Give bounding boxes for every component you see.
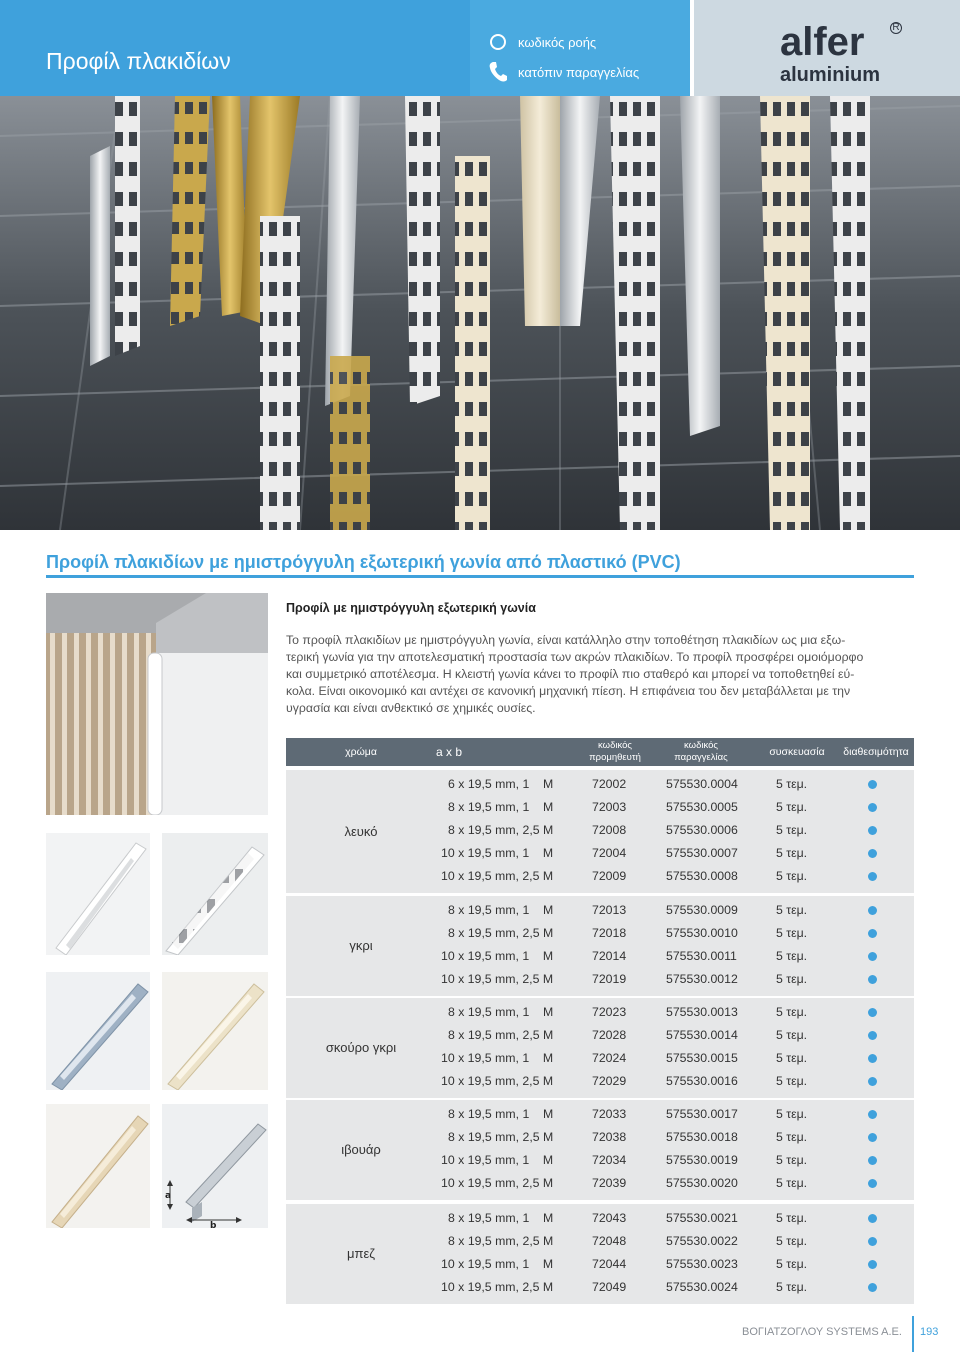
- cell-supplier-code: 72002: [592, 777, 627, 791]
- color-group: [286, 770, 914, 893]
- table-row: [286, 899, 914, 922]
- cell-supplier-code: 72008: [592, 823, 627, 837]
- cell-dimensions: 8 x 19,5 mm, 1 M: [448, 1107, 554, 1121]
- description-line: και συμμετρικό αποτέλεσμα. Η κλειστή γωνία κάνει το προφίλ πιο σταθερό και μπορεί να τοποθετηθεί εύ-: [286, 667, 855, 681]
- availability-dot: [868, 975, 877, 984]
- cell-packaging: 5 τεμ.: [776, 800, 808, 814]
- cell-supplier-code: 72013: [592, 903, 627, 917]
- availability-dot: [868, 1283, 877, 1292]
- cell-order-code: 575530.0023: [666, 1257, 738, 1271]
- cell-supplier-code: 72043: [592, 1211, 627, 1225]
- cell-supplier-code: 72009: [592, 869, 627, 883]
- col-header-order-code: κωδικός παραγγελίας: [674, 740, 728, 763]
- cell-supplier-code: 72014: [592, 949, 627, 963]
- availability-dot: [868, 849, 877, 858]
- cell-supplier-code: 72033: [592, 1107, 627, 1121]
- brand-logo-bottom: aluminium: [780, 64, 881, 86]
- dimension-diagram: [162, 1104, 268, 1228]
- cell-packaging: 5 τεμ.: [776, 1234, 808, 1248]
- color-name: σκούρο γκρι: [325, 1040, 397, 1055]
- circle-icon: [488, 32, 508, 52]
- table-row: [286, 819, 914, 842]
- color-name: λευκό: [344, 823, 378, 839]
- page-number: 193: [920, 1326, 939, 1338]
- availability-dot: [868, 1031, 877, 1040]
- table-row: [286, 1047, 914, 1070]
- cell-packaging: 5 τεμ.: [776, 949, 808, 963]
- cell-supplier-code: 72048: [592, 1234, 627, 1248]
- table-row: [286, 773, 914, 796]
- legend-order-label: κατόπιν παραγγελίας: [518, 64, 640, 80]
- availability-dot: [868, 780, 877, 789]
- availability-dot: [868, 1110, 877, 1119]
- availability-dot: [868, 929, 877, 938]
- table-row: [286, 945, 914, 968]
- corner-installation-photo: [46, 593, 268, 815]
- page-title: Προφίλ πλακιδίων: [46, 48, 231, 74]
- table-header: [286, 738, 914, 766]
- cell-dimensions: 10 x 19,5 mm, 2,5 M: [441, 1074, 554, 1088]
- cell-dimensions: 10 x 19,5 mm, 1 M: [441, 1153, 554, 1167]
- cell-order-code: 575530.0005: [666, 800, 738, 814]
- color-group: [286, 998, 914, 1098]
- cell-dimensions: 8 x 19,5 mm, 2,5 M: [448, 926, 554, 940]
- col-header-supplier-code: κωδικός προμηθευτή: [589, 740, 641, 763]
- cell-order-code: 575530.0011: [666, 949, 737, 963]
- legend-stock-label: κωδικός ροής: [518, 34, 597, 50]
- cell-supplier-code: 72038: [592, 1130, 627, 1144]
- availability-dot: [868, 1133, 877, 1142]
- table-row: [286, 1276, 914, 1299]
- cell-order-code: 575530.0015: [666, 1051, 738, 1065]
- cell-supplier-code: 72039: [592, 1176, 627, 1190]
- cell-supplier-code: 72003: [592, 800, 627, 814]
- cell-order-code: 575530.0012: [666, 972, 738, 986]
- cell-dimensions: 10 x 19,5 mm, 2,5 M: [441, 869, 554, 883]
- availability-dot: [868, 906, 877, 915]
- gray-profile-photo-1: [46, 972, 150, 1090]
- table-row: [286, 842, 914, 865]
- cell-order-code: 575530.0013: [666, 1005, 738, 1019]
- cell-packaging: 5 τεμ.: [776, 1130, 808, 1144]
- cell-packaging: 5 τεμ.: [776, 1280, 808, 1294]
- availability-dot: [868, 826, 877, 835]
- cell-supplier-code: 72028: [592, 1028, 627, 1042]
- section-subtitle: Προφίλ με ημιστρόγγυλη εξωτερική γωνία: [286, 601, 536, 615]
- availability-dot: [868, 872, 877, 881]
- cell-packaging: 5 τεμ.: [776, 1257, 808, 1271]
- cell-order-code: 575530.0006: [666, 823, 738, 837]
- cell-order-code: 575530.0010: [666, 926, 738, 940]
- cell-order-code: 575530.0007: [666, 846, 738, 860]
- cell-dimensions: 10 x 19,5 mm, 2,5 M: [441, 1280, 554, 1294]
- cell-supplier-code: 72034: [592, 1153, 627, 1167]
- availability-dot: [868, 1077, 877, 1086]
- color-name: γκρι: [349, 938, 373, 953]
- legend-order: [488, 62, 639, 82]
- description-line: υγρασία και είναι ανθεκτικό σε χημικές ουσίες.: [286, 701, 536, 715]
- cell-order-code: 575530.0024: [666, 1280, 738, 1294]
- cell-supplier-code: 72029: [592, 1074, 627, 1088]
- cell-packaging: 5 τεμ.: [776, 926, 808, 940]
- cell-packaging: 5 τεμ.: [776, 869, 808, 883]
- cell-packaging: 5 τεμ.: [776, 972, 808, 986]
- table-row: [286, 1253, 914, 1276]
- col-header-color: χρώμα: [345, 746, 377, 758]
- col-header-dims: a x b: [436, 745, 463, 759]
- cell-supplier-code: 72049: [592, 1280, 627, 1294]
- section-divider: [46, 575, 914, 578]
- brand-logo: [780, 22, 910, 84]
- cell-packaging: 5 τεμ.: [776, 1211, 808, 1225]
- description-line: Το προφίλ πλακιδίων με ημιστρόγγυλη γωνία, είναι κατάλληλο στην τοποθέτηση πλακιδίων ως μια εξω-: [286, 633, 846, 647]
- description-line: τερική γωνία για την αποτελεσματική προστασία των ακρών πλακιδίων. Το προφίλ προσφέρει ομοιόμορφο: [286, 650, 864, 664]
- table-row: [286, 1149, 914, 1172]
- cell-order-code: 575530.0020: [666, 1176, 738, 1190]
- cell-packaging: 5 τεμ.: [776, 1107, 808, 1121]
- table-row: [286, 865, 914, 888]
- cell-packaging: 5 τεμ.: [776, 1028, 808, 1042]
- cell-supplier-code: 72004: [592, 846, 627, 860]
- footer-company: ΒΟΓΙΑΤΖΟΓΛΟΥ SYSTEMS A.E.: [742, 1326, 902, 1338]
- table-row: [286, 968, 914, 991]
- cell-dimensions: 8 x 19,5 mm, 2,5 M: [448, 1130, 554, 1144]
- cell-order-code: 575530.0017: [666, 1107, 738, 1121]
- col-header-packaging: συσκευασία: [769, 746, 825, 758]
- diagram-label-b: b: [210, 1221, 217, 1228]
- cell-dimensions: 8 x 19,5 mm, 2,5 M: [448, 1234, 554, 1248]
- cell-packaging: 5 τεμ.: [776, 846, 808, 860]
- cell-dimensions: 8 x 19,5 mm, 2,5 M: [448, 823, 554, 837]
- cell-supplier-code: 72018: [592, 926, 627, 940]
- cell-packaging: 5 τεμ.: [776, 1051, 808, 1065]
- cell-dimensions: 8 x 19,5 mm, 1 M: [448, 903, 554, 917]
- cell-supplier-code: 72019: [592, 972, 627, 986]
- table-row: [286, 1172, 914, 1195]
- table-row: [286, 1001, 914, 1024]
- availability-dot: [868, 1214, 877, 1223]
- color-group: [286, 1100, 914, 1200]
- availability-dot: [868, 952, 877, 961]
- brand-logo-top: alfer: [780, 20, 865, 64]
- cell-order-code: 575530.0009: [666, 903, 738, 917]
- cell-dimensions: 8 x 19,5 mm, 2,5 M: [448, 1028, 554, 1042]
- cell-order-code: 575530.0021: [666, 1211, 738, 1225]
- cell-order-code: 575530.0019: [666, 1153, 738, 1167]
- availability-dot: [868, 1179, 877, 1188]
- color-group: [286, 1204, 914, 1304]
- section-title: Προφίλ πλακιδίων με ημιστρόγγυλη εξωτερική γωνία από πλαστικό (PVC): [46, 552, 681, 572]
- table-row: [286, 1126, 914, 1149]
- table-row: [286, 1024, 914, 1047]
- table-row: [286, 1070, 914, 1093]
- cell-supplier-code: 72024: [592, 1051, 627, 1065]
- description-line: κολα. Είναι οικονομικό και αντέχει σε κανονική μηχανική πίεση. Η επιφάνεια του δεν μεταβάλλεται με την: [286, 684, 851, 698]
- table-row: [286, 1207, 914, 1230]
- table-row: [286, 796, 914, 819]
- cell-packaging: 5 τεμ.: [776, 823, 808, 837]
- availability-dot: [868, 803, 877, 812]
- availability-dot: [868, 1008, 877, 1017]
- cell-dimensions: 10 x 19,5 mm, 1 M: [441, 846, 554, 860]
- cell-packaging: 5 τεμ.: [776, 1176, 808, 1190]
- table-row: [286, 1230, 914, 1253]
- cell-dimensions: 10 x 19,5 mm, 1 M: [441, 1051, 554, 1065]
- registered-mark: R: [890, 22, 902, 34]
- cell-packaging: 5 τεμ.: [776, 1074, 808, 1088]
- cell-order-code: 575530.0016: [666, 1074, 738, 1088]
- cell-packaging: 5 τεμ.: [776, 777, 808, 791]
- white-profile-photo-2: [162, 833, 268, 955]
- cell-supplier-code: 72023: [592, 1005, 627, 1019]
- cell-packaging: 5 τεμ.: [776, 1153, 808, 1167]
- footer-separator: [912, 1316, 914, 1352]
- diagram-label-a: a: [165, 1191, 172, 1201]
- cell-dimensions: 10 x 19,5 mm, 2,5 M: [441, 972, 554, 986]
- cell-dimensions: 8 x 19,5 mm, 1 M: [448, 1211, 554, 1225]
- availability-dot: [868, 1156, 877, 1165]
- cell-order-code: 575530.0014: [666, 1028, 738, 1042]
- availability-dot: [868, 1237, 877, 1246]
- ivory-profile-photo-1: [162, 972, 268, 1090]
- beige-profile-photo-1: [46, 1104, 150, 1228]
- color-name: μπεζ: [347, 1246, 375, 1261]
- table-row: [286, 922, 914, 945]
- table-row: [286, 1103, 914, 1126]
- cell-dimensions: 6 x 19,5 mm, 1 M: [448, 777, 554, 791]
- product-description: [286, 632, 916, 717]
- color-name: ιβουάρ: [341, 1142, 381, 1157]
- cell-order-code: 575530.0004: [666, 777, 738, 791]
- cell-dimensions: 10 x 19,5 mm, 1 M: [441, 949, 554, 963]
- cell-dimensions: 8 x 19,5 mm, 1 M: [448, 1005, 554, 1019]
- legend-stock: [488, 32, 596, 52]
- phone-icon: [488, 62, 508, 82]
- cell-dimensions: 10 x 19,5 mm, 2,5 M: [441, 1176, 554, 1190]
- availability-dot: [868, 1054, 877, 1063]
- col-header-availability: διαθεσιμότητα: [843, 746, 909, 758]
- cell-order-code: 575530.0022: [666, 1234, 738, 1248]
- hero-photo: [0, 96, 960, 530]
- availability-dot: [868, 1260, 877, 1269]
- cell-supplier-code: 72044: [592, 1257, 627, 1271]
- cell-order-code: 575530.0018: [666, 1130, 738, 1144]
- cell-dimensions: 8 x 19,5 mm, 1 M: [448, 800, 554, 814]
- cell-packaging: 5 τεμ.: [776, 903, 808, 917]
- cell-dimensions: 10 x 19,5 mm, 1 M: [441, 1257, 554, 1271]
- cell-order-code: 575530.0008: [666, 869, 738, 883]
- cell-packaging: 5 τεμ.: [776, 1005, 808, 1019]
- color-group: [286, 896, 914, 996]
- white-profile-photo-1: [46, 833, 150, 955]
